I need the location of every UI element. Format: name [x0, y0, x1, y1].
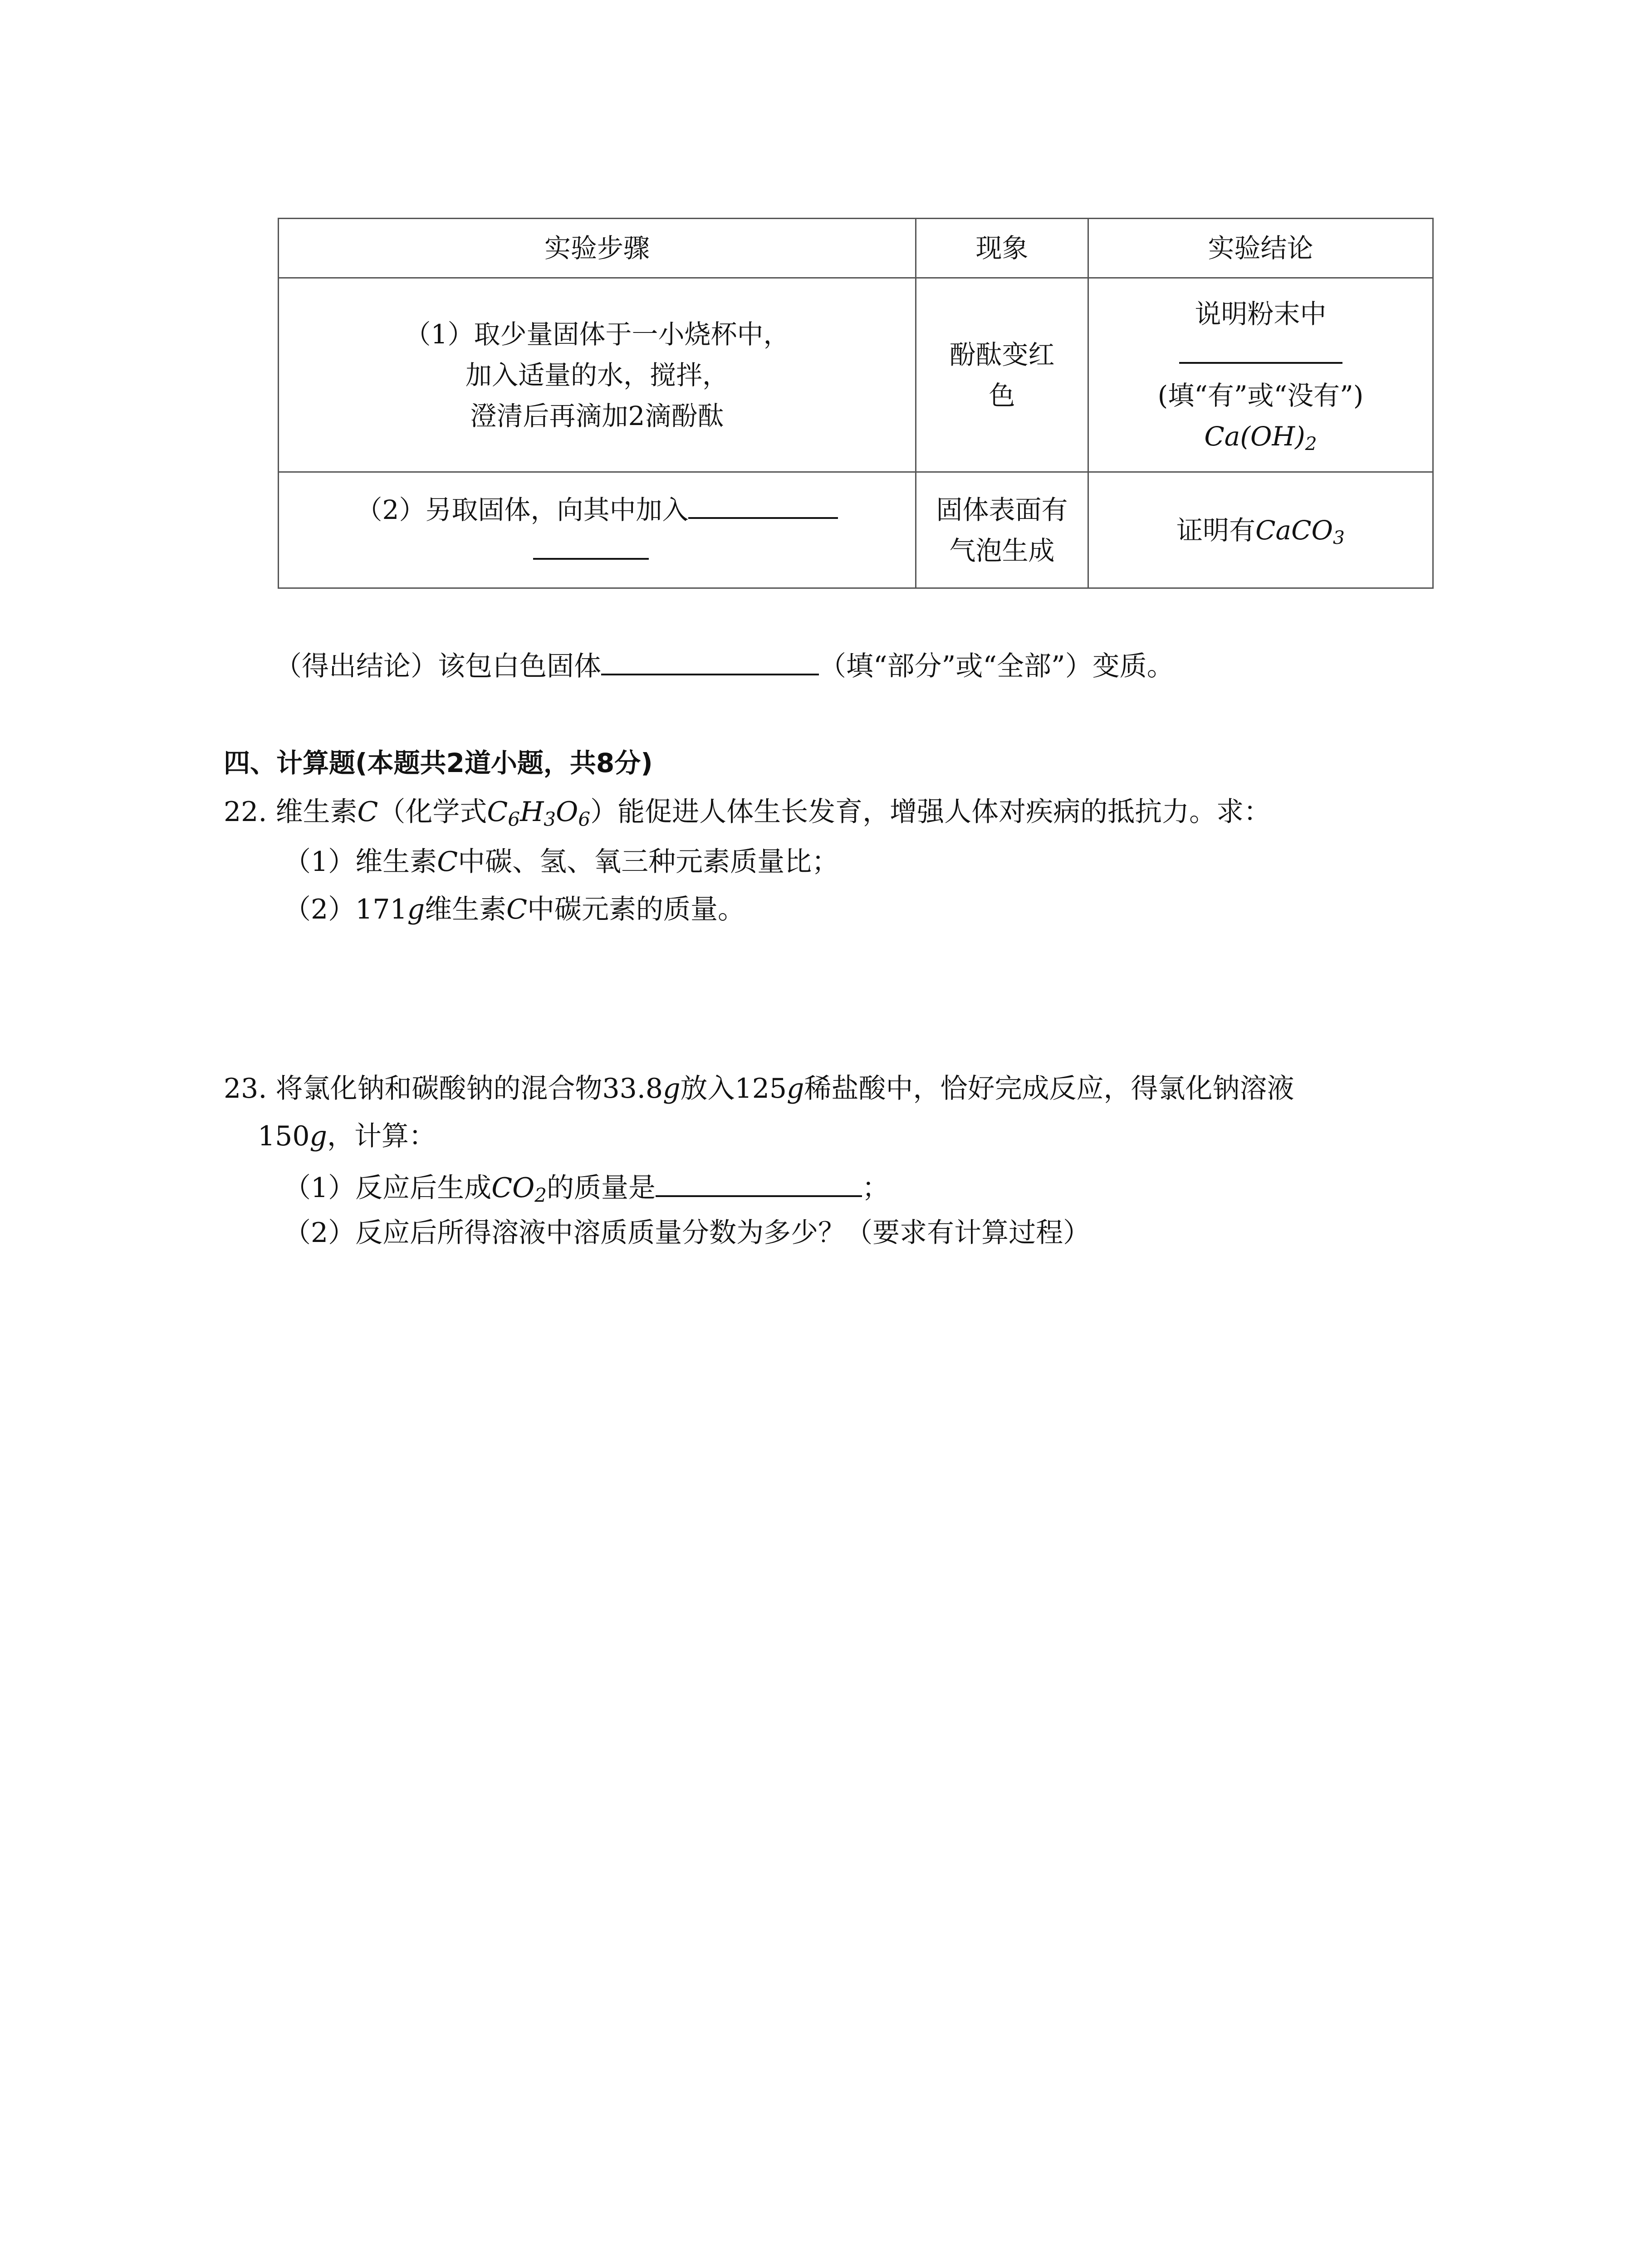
- row2-step-line2: [288, 530, 906, 571]
- header-phenomenon: 现象: [916, 219, 1088, 278]
- header-conclusion: 实验结论: [1088, 219, 1433, 278]
- row1-phenomenon-line2: 色: [989, 380, 1015, 411]
- conclusion-before: （得出结论）该包白色固体: [274, 650, 601, 682]
- conclusion-answer-blank[interactable]: [601, 646, 819, 675]
- q22-sub2-c: 中碳元素的质量。: [527, 894, 745, 925]
- q22-vitc: C: [357, 796, 378, 828]
- q23-answer-blank[interactable]: [656, 1168, 862, 1197]
- q22-sub2-unit: g: [407, 894, 425, 925]
- q22-sub1: [284, 846, 839, 878]
- q23-line2-b: ，计算：: [327, 1120, 436, 1152]
- row2-answer-blank-1[interactable]: [688, 490, 838, 519]
- row1-answer-blank[interactable]: [1179, 335, 1342, 364]
- row1-fill-hint: (填“有”或“没有”): [1157, 380, 1364, 411]
- q23-stem-c: 稀盐酸中，恰好完成反应，得氯化钠溶液: [804, 1073, 1294, 1105]
- row1-step: [279, 278, 916, 472]
- q23-unit-2: g: [787, 1073, 804, 1105]
- row1-blank-wrap: [1098, 334, 1423, 375]
- q23-stem-line2: [258, 1120, 436, 1152]
- experiment-table: [278, 218, 1434, 589]
- row1-phenomenon-line1: 酚酞变红: [949, 339, 1055, 370]
- q22-sub1-b: 中碳、氢、氧三种元素质量比；: [458, 846, 839, 878]
- q23-stem-a: 23. 将氯化钠和碳酸钠的混合物33.8: [224, 1073, 663, 1105]
- q22-stem-c: ）能促进人体生长发育，增强人体对疾病的抵抗力。求：: [590, 796, 1271, 828]
- q23-sub1: [284, 1168, 890, 1207]
- q22-stem-b: （化学式: [378, 796, 487, 828]
- row2-conclusion-text: 证明有: [1176, 514, 1256, 546]
- row1-step-line2: 加入适量的水，搅拌，: [465, 359, 729, 391]
- row1-phenomenon: [916, 278, 1088, 472]
- q23-sub1-c: ；: [862, 1172, 890, 1204]
- q23-unit-1: g: [663, 1073, 681, 1105]
- q23-co2: $CO_2$: [491, 1172, 547, 1207]
- q23-sub2: （2）反应后所得溶液中溶质质量分数为多少？（要求有计算过程）: [284, 1217, 1091, 1249]
- row2-step-line1: [288, 489, 906, 530]
- row1-conclusion: [1088, 278, 1433, 472]
- q23-stem-b: 放入125: [680, 1073, 787, 1105]
- row2-phenomenon: [916, 472, 1088, 588]
- conclusion-line: [274, 646, 1174, 682]
- q22-sub2: [284, 894, 745, 925]
- q23-unit-3: g: [309, 1120, 327, 1152]
- header-steps: 实验步骤: [279, 219, 916, 278]
- row1-conclusion-line1: 说明粉末中: [1195, 298, 1327, 329]
- q23-sub1-b: 的质量是: [547, 1172, 656, 1204]
- row2-formula: CaCO$_3$: [1255, 514, 1345, 548]
- row1-formula: $Ca(OH)_2$: [1204, 420, 1317, 455]
- row1-step-line1: （1）取少量固体于一小烧杯中，: [404, 318, 790, 350]
- row2-step: [279, 472, 916, 588]
- q22-sub1-vitc: C: [437, 846, 458, 878]
- row2-phenomenon-line1: 固体表面有: [936, 494, 1068, 525]
- q22-sub2-a: （2）171: [284, 894, 407, 925]
- q23-stem: [224, 1073, 1294, 1105]
- row2-phenomenon-line2: 气泡生成: [949, 535, 1055, 566]
- q23-sub1-a: （1）反应后生成: [284, 1172, 492, 1204]
- section4-title: 四、计算题(本题共2道小题，共8分): [224, 748, 653, 778]
- conclusion-after: （填“部分”或“全部”）变质。: [819, 650, 1174, 682]
- q23-line2-a: 150: [258, 1120, 310, 1152]
- q22-formula: $C_6H_3O_6$: [487, 796, 591, 831]
- q22-sub1-a: （1）维生素: [284, 846, 437, 878]
- q22-stem: [224, 796, 1271, 831]
- row2-answer-blank-2[interactable]: [533, 531, 649, 560]
- row1-step-line3: 澄清后再滴加2滴酚酞: [470, 400, 724, 431]
- q22-sub2-b: 维生素: [425, 894, 507, 925]
- q22-stem-a: 22. 维生素: [224, 796, 358, 828]
- row2-conclusion: [1088, 472, 1433, 588]
- row2-step-text: （2）另取固体，向其中加入: [356, 494, 689, 525]
- q22-sub2-vitc: C: [506, 894, 528, 925]
